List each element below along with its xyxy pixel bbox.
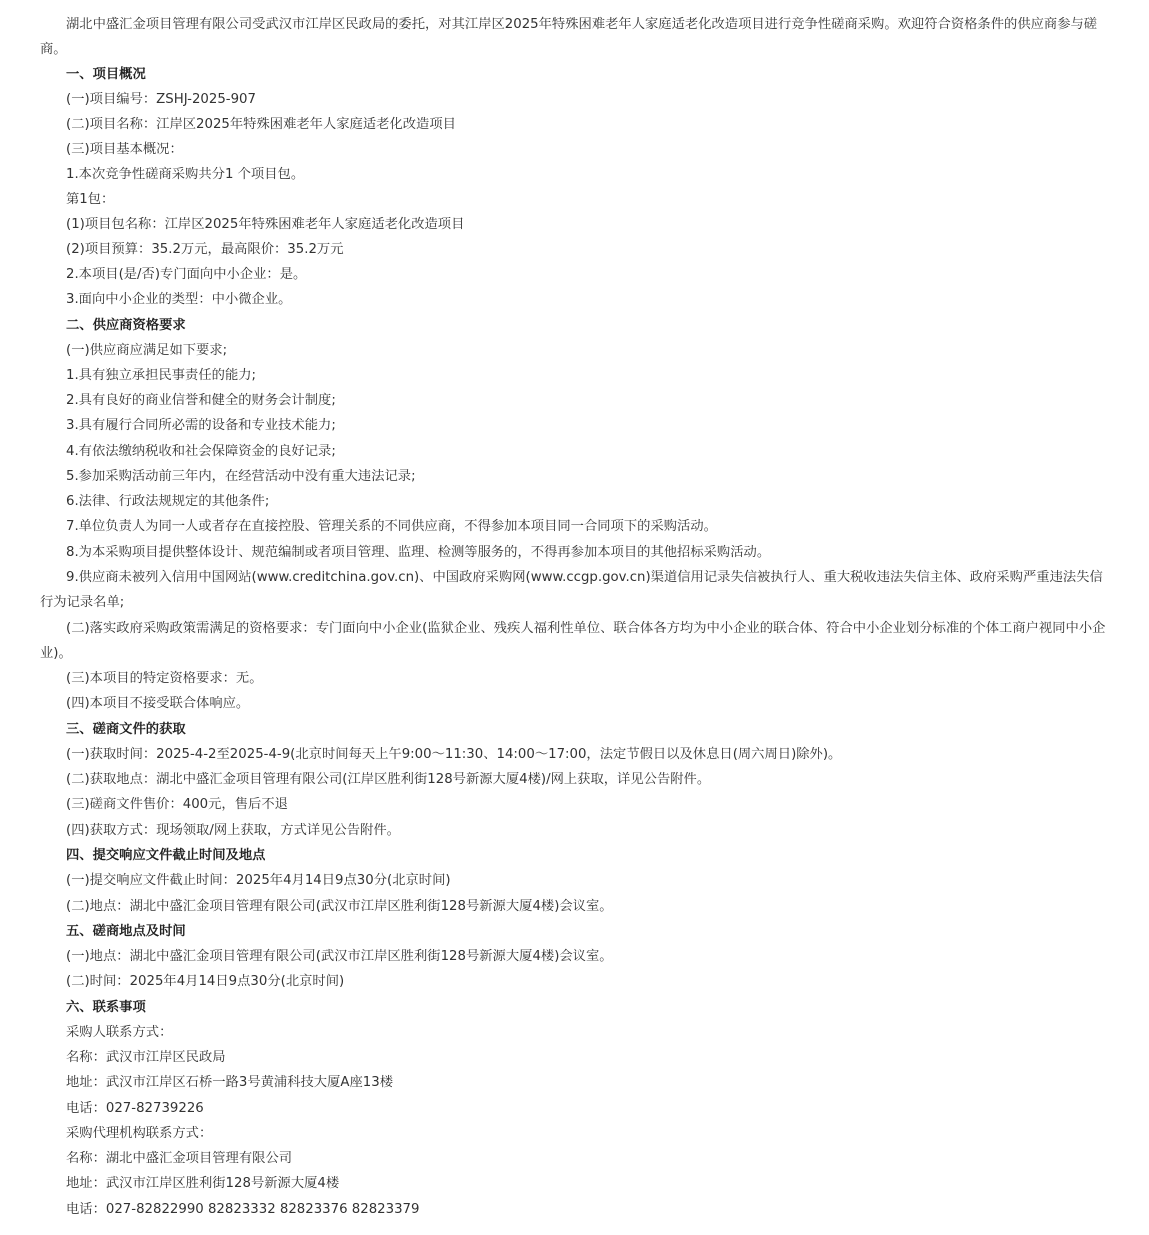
purchaser-label: 采购人联系方式： [66,1025,173,1040]
section-heading-qualifications: 二、供应商资格要求 [66,318,186,333]
consultation-time: (二)时间：2025年4月14日9点30分(北京时间) [66,974,345,989]
documents-price: (三)磋商文件售价：400元，售后不退 [66,797,288,812]
purchaser-name: 名称：武汉市江岸区民政局 [66,1050,226,1065]
submission-place: (二)地点：湖北中盛汇金项目管理有限公司(武汉市江岸区胜利街128号新源大厦4楼)会议室。 [66,899,613,914]
submission-deadline: (一)提交响应文件截止时间：2025年4月14日9点30分(北京时间) [66,873,451,888]
section-heading-consultation: 五、磋商地点及时间 [66,924,186,939]
section-heading-overview: 一、项目概况 [66,67,146,82]
requirement-item: 2.具有良好的商业信誉和健全的财务会计制度; [66,393,336,408]
documents-method: (四)获取方式：现场领取/网上获取，方式详见公告附件。 [66,823,400,838]
policy-requirement: (二)落实政府采购政策需满足的资格要求：专门面向中小企业(监狱企业、残疾人福利性单位、联合体各方均为中小企业的联合体、符合中小企业划分标准的个体工商户视同中小企业)。 [40,621,1106,661]
section-heading-contacts: 六、联系事项 [66,1000,146,1015]
requirement-item: 1.具有独立承担民事责任的能力; [66,368,257,383]
agency-name: 名称：湖北中盛汇金项目管理有限公司 [66,1151,293,1166]
consortium-note: (四)本项目不接受联合体响应。 [66,696,250,711]
overview-label: (三)项目基本概况： [66,142,183,157]
requirements-intro: (一)供应商应满足如下要求; [66,343,228,358]
requirement-item: 6.法律、行政法规规定的其他条件; [66,494,270,509]
agency-label: 采购代理机构联系方式： [66,1126,213,1141]
section-heading-documents: 三、磋商文件的获取 [66,722,186,737]
project-budget: (2)项目预算：35.2万元，最高限价：35.2万元 [66,242,344,257]
documents-place: (二)获取地点：湖北中盛汇金项目管理有限公司(江岸区胜利街128号新源大厦4楼)/网上获取，详见公告附件。 [66,772,711,787]
requirement-item: 5.参加采购活动前三年内，在经营活动中没有重大违法记录; [66,469,416,484]
package-label: 第1包： [66,192,115,207]
sme-type: 3.面向中小企业的类型：中小微企业。 [66,292,292,307]
package-name: (1)项目包名称：江岸区2025年特殊困难老年人家庭适老化改造项目 [66,217,465,232]
requirement-item: 7.单位负责人为同一人或者存在直接控股、管理关系的不同供应商，不得参加本项目同一合同项下的采购活动。 [66,519,717,534]
packages-count: 1.本次竞争性磋商采购共分1 个项目包。 [66,167,305,182]
requirement-item: 3.具有履行合同所必需的设备和专业技术能力; [66,418,336,433]
purchaser-address: 地址：武汉市江岸区石桥一路3号黄浦科技大厦A座13楼 [66,1075,394,1090]
requirement-item-credit: 9.供应商未被列入信用中国网站(www.creditchina.gov.cn)、中国政府采购网(www.ccgp.gov.cn)渠道信用记录失信被执行人、重大税收违法失信主体、政府采购严重违法失信行为记录名单; [40,570,1103,610]
specific-requirement: (三)本项目的特定资格要求：无。 [66,671,263,686]
sme-only: 2.本项目(是/否)专门面向中小企业：是。 [66,267,307,282]
consultation-place: (一)地点：湖北中盛汇金项目管理有限公司(武汉市江岸区胜利街128号新源大厦4楼)会议室。 [66,949,613,964]
agency-address: 地址：武汉市江岸区胜利街128号新源大厦4楼 [66,1176,340,1191]
requirement-item: 4.有依法缴纳税收和社会保障资金的良好记录; [66,444,336,459]
agency-phone: 电话：027-82822990 82823332 82823376 82823379 [66,1202,420,1217]
intro-paragraph: 湖北中盛汇金项目管理有限公司受武汉市江岸区民政局的委托，对其江岸区2025年特殊困难老年人家庭适老化改造项目进行竞争性磋商采购。欢迎符合资格条件的供应商参与磋商。 [40,17,1098,57]
requirement-item: 8.为本采购项目提供整体设计、规范编制或者项目管理、监理、检测等服务的，不得再参加本项目的其他招标采购活动。 [66,545,771,560]
purchaser-phone: 电话：027-82739226 [66,1101,204,1116]
project-name: (二)项目名称：江岸区2025年特殊困难老年人家庭适老化改造项目 [66,117,456,132]
documents-time: (一)获取时间：2025-4-2至2025-4-9(北京时间每天上午9:00～11:30、14:00～17:00，法定节假日以及休息日(周六周日)除外)。 [66,747,842,762]
section-heading-submission: 四、提交响应文件截止时间及地点 [66,848,266,863]
project-number: (一)项目编号：ZSHJ-2025-907 [66,92,256,107]
